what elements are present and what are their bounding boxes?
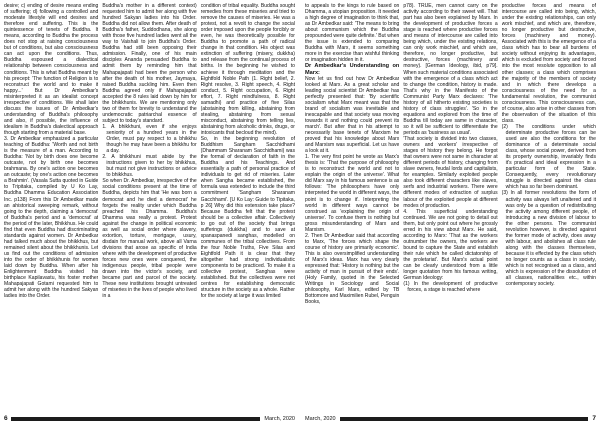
right-column-2	[403, 3, 497, 414]
paragraph: to appeals to the kings to rule based on Dhamma, a utopian proposition. It needed a high degree of imagination to think that, as Dr Ambedkar said: 'The means to bring about communism which the Buddha propounded were quite definite.' But when the issue is extended to comparing Buddha with Marx, it seems something more in the exercise than wishful thinking or imagination hidden in it.	[305, 3, 400, 64]
right-page-columns	[305, 3, 596, 414]
left-page	[0, 0, 299, 424]
list-item: (1) In the development of productive forces, a stage is reached where	[403, 281, 498, 294]
right-column-1	[305, 3, 399, 414]
paragraph: So, in the beginning revolution of Buddhism Sangham Sacchidhami (Dhammam Sharanam Sacchidhami) was the formal of declaration of faith in the Buddha and his Teachings. And essentially a path of personal practice of individuals to get rid of miseries. Later when Sangha became established, the formula was extended to include the third commitment 'Sangham Sharanam Gacchhami'. [U Ko Lay: Guide to Tipitaka, p 26] Why did this extension take place? Because Buddha felt that the protest should be a collective affair. Collectively to go out of the society that brings sufferings (dukkha) and to save at spanaspanedi sanghas, modelled on communes of the tribal collectives. From the four Noble Truths, Five Silas and Eightfold Path it is clear that they altogether had strong individualistic components to be practiced. To make it a collective protest, Sanghas were established. But the collectives were not centres for establishing democratic structure in the society as a whole. Rather for the society at large it was limited	[200, 136, 295, 300]
issue-date: March, 2020	[305, 415, 336, 422]
list-item: (2) The conditions under which determinate productive forces can be used are also the conditions for the dominance of a determinate social class, whose social power, derived from its property ownership, invariably finds it's practical and ideal expression in a particular form of the State. Consequently, every revolutionary struggle is directed against the class which has so far been dominant.	[501, 123, 596, 191]
list-item: (3) In all former revolutions the form of activity was always left unaltered and it was only be a question of redistributing the activity among different people, of introducing a new division of labour to the other persons. The communist revolution however, is directed against the former mode of activity, does away with labour, and abolishes all class rule along with the classes themselves, because it is effected by the class which no longer counts as a class in society, which is not recognised as a class, and which is expression of the dissolution of all classes, nationalities etc., within contemporary society.	[501, 190, 596, 288]
paragraph: 4. This superficial understanding continued. We are not going to detail out them, but only point out where he grossly erred in his view about Marx. He said, according to Marx: 'That as the workers outnumber the owners, the workers are bound to capture the State and establish their rule which he called dictatorship of the proletariat'. But Marx's actual point can be clearly understood from a little longer quotation from his famous writing, German Ideology:	[403, 208, 498, 282]
footer-bar	[11, 417, 261, 421]
footer-bar	[340, 417, 589, 421]
left-column-3	[201, 3, 295, 414]
right-column-3	[502, 3, 596, 414]
left-column-2	[102, 3, 196, 414]
paragraph: Buddha's mother in a different context) requested him to admit her along with five hundred Sakyan ladies into his Order. Buddha did not allow them. After death of Buddha's father, Suddodhana, she along with those five hundred ladies went all the way to Vaishali to join Buddha's Order. Buddha had still been opposing their admission. Finally, one of his main disciples Ananda persuaded Buddha to admit them by reminding him that Mahapajapati had been the person who after the death of his mother, Jaymaya, raised Buddha suckling him. Even then Buddha agreed only if Mahapajapati accepted the 8 rules laid down by him for the bhikkhunis. We are mentioning only two of them for brevity to understand the undemocratic patriarchal essence of subject to today's standard.	[102, 3, 197, 124]
paragraph: condition of tribal equality. Buddha sought remedies from these miseries and tried to remove the causes of miseries. He was a protest, not a revolt to change the social order imposed upon the people forcibly or even, he was theoretically possible for Buddha to promote a path of radical change in that condition. His object was extinction of suffering (misery, dukkha) and release from the continual process of births. In the beginning he wished to achieve it through meditation and the Eightfold Noble Path (1. Right belief, 2. Right resolve, 3. Right speech, 4. Right conduct, 5. Right occupation, 6. Right effort, 7. Right mindfulness, 8. Right samadhi) and practice of five Silas (abstaining from killing, abstaining from stealing, abstaining from sexual misconduct, abstaining from telling lies, abstaining from alcoholic drinks, drugs, or intoxicants that becloud the mind).	[200, 3, 295, 136]
left-page-footer	[0, 413, 299, 424]
issue-date: March, 2020	[264, 415, 295, 422]
right-page	[301, 0, 600, 424]
paragraph: So when Dr. Ambedkar, irrespective of the social conditions present at the time of Buddha, depicts him that 'He was born a democrat and he died a democrat' he forgets the reality under which Buddha preached his Dhamma. Buddha's Dhamma was really a protest. Protest against the change in political economic as well as social order where slavery, extortion, torture, mortgage, usury, disdain for manual work, above all Varna divisions that arose as specific of India where with the development of productive forces new ones were conquered, the indigenous people, tribal people were drawn into the victor's society, and became part and parcel of the society. These new institutions brought untreated of miseries in the lives of people who lived in a	[102, 178, 197, 300]
paragraph: 'That society is divided into two classes, owners and workers' irrespective of stages of history they belong. He forgot that owners were not same in character at different periods of history, changing from slave owners, feudal lords and capitalists, for examples. Similarly exploited people also took different characters like slaves, serfs and industrial workers. There were different modes of extraction of surplus labour of the exploited people at different modes of production.	[403, 136, 498, 209]
left-page-columns	[4, 3, 295, 414]
paragraph: 3. Dr Ambedkar emphasized a particular teaching of Buddha: 'Worth and not birth is the measure of a man. According to Buddha: 'Not by birth does one become outcaste, not by birth one becomes brahmana. By one's action one becomes an outcaste; by one's action one becomes a Brahmin'. (Vasala Sutta quoted in Guide to Tripitaka, compiled by U Ko Lay, Buddha Dhamma Education Association Inc. p138) From this Dr Ambedkar made an ahistorical sweeping remark, without going to the depth, claiming a 'democrat' of Buddha's period and a 'democrat' at the period of the later, Bhikkhus. He could find that even Buddha had discriminating standards against women. Dr Ambedkar had talked much about the bhikkhus, but remained silent about the bhikkhunis. Let us find out the conditions of admission into the order of bhikkhunis for women laid down by Buddha. When after his Enlightenment Buddha visited his birthplace Kapilavastu, his foster mother Mahapajapati Gotami requested him to admit her along with the hundred Sakyan ladies into the Order.	[4, 136, 99, 300]
list-item: 1. A bhikkhuni, even if she enjoys seniority of a hundred years in the Order, must pay respect to a bhikkhu though he may have been a bhikkhu for a day.	[102, 123, 197, 155]
paragraph: 1. The very first point he wrote as Marx's thesis is: 'That the purpose of philosophy is to reconstruct the world and not to explain the origin of the universe'. What did Marx say in his famous sentence is as follows: 'The philosophers have only interpreted the world in different ways, the point is to change it'. Interpreting the world in different ways cannot be construed as 'explaining the origin of universe'. To confuse them is nothing but gross misunderstanding of Marx and Marxism.	[305, 154, 400, 233]
list-item: 2. A bhikkhuni must abide by the instructions given to her by bhikkhus, but must not give instructions or advice to bhikkhus.	[102, 154, 197, 179]
paragraph: p78). TRUE, men cannot carry on the activity according to their sweet will. That part has also been explained by Marx. In the development of productive forces a stage is reached where productive forces and means of intercourse are called into being which, under the existing relations, can only work mischief, and which are, therefore, no longer productive, but destructive, forces (machinery and money). [German Ideology, ibid, p79]. When such material conditions associated with the emergence of a class which act to change the condition, history is made. That's why in the Manifesto of the Communist Party Marx declares: 'The history of all hitherto existing societies is history of class struggles'. 'So in the equations and explored from the time of Buddha till today are same in character, so it will be sufficient to differentiate the periods as 'business as usual'.	[403, 3, 498, 136]
paragraph: productive forces and means of intercourse are called into being, which, under the existing relationships, can only work mischief, and which are, therefore, no longer productive but destructive, forces (machinery and money). Associated with this is the emergence of a class which has to bear all burdens of society without enjoying its advantages, which is excluded from society and forced into the most resolute opposition to all other classes; a class which comprises the majority of the members of society and in which there develops a consciousness of the need for a fundamental revolution, the communist consciousness. This consciousness can, of course, also arise in other classes from the observation of the situation of this class.	[501, 3, 596, 124]
paragraph: desire; c) ending of desire means ending of suffering; d) following a controlled and moderate lifestyle will end desires and therefore end suffering. This is the quintessence of tenets of Buddha. It means, according to Buddha the process does not stop at raising consciousness but of conditions, but also consciousness can act upon the conditions. Thus, Buddha espoused a dialectical relationship between consciousness and conditions. This is what Buddha meant by his precept: 'The function of Religion is to reconstruct the world and to make it happy...' But Dr Ambedkar's misinterpreted it as an idealist concept irrespective of conditions. We shall later discuss the issues of Dr Ambedkar's understanding of Buddha's philosophy and also, if possible, the influence of idealism in Buddha's dialectical approach though starting from a material base.	[4, 3, 99, 136]
left-column-1	[4, 3, 98, 414]
paragraph: Now let us find out how Dr Ambedkar looked at Marx. As a great scholar and leading social scientist Dr Ambedkar has perfectly presented that: 'By scientific socialism what Marx meant was that the brand of socialism was inevitable and inescapable and that society was moving towards it and nothing could prevent its march'. But after that in his attempt to necessarily base tenets of Marxism he proved that his knowledge about Marx and Marxism was superficial. Let us have a look at it.	[305, 75, 400, 155]
page-number: 6	[4, 415, 8, 422]
page-number: 7	[592, 415, 596, 422]
right-page-footer	[301, 413, 600, 424]
paragraph: 2. Then Dr Ambedkar said that according to Marx, 'The forces which shape the course of history are primarily economic'. This is also oversimplified understanding of Marx's ideas. Marx has very clearly expressed that: 'History is nothing but the activity of man in pursuit of their ends'. (Holy Family, quoted in the Selected Writings in Sociology and Social philosophy, Karl Marx, edited by TB Bottomore and Maximilien Rubel, Penguin Books,	[305, 232, 400, 306]
section-heading: Dr Ambedkar's Understanding on Marx:	[305, 63, 400, 76]
